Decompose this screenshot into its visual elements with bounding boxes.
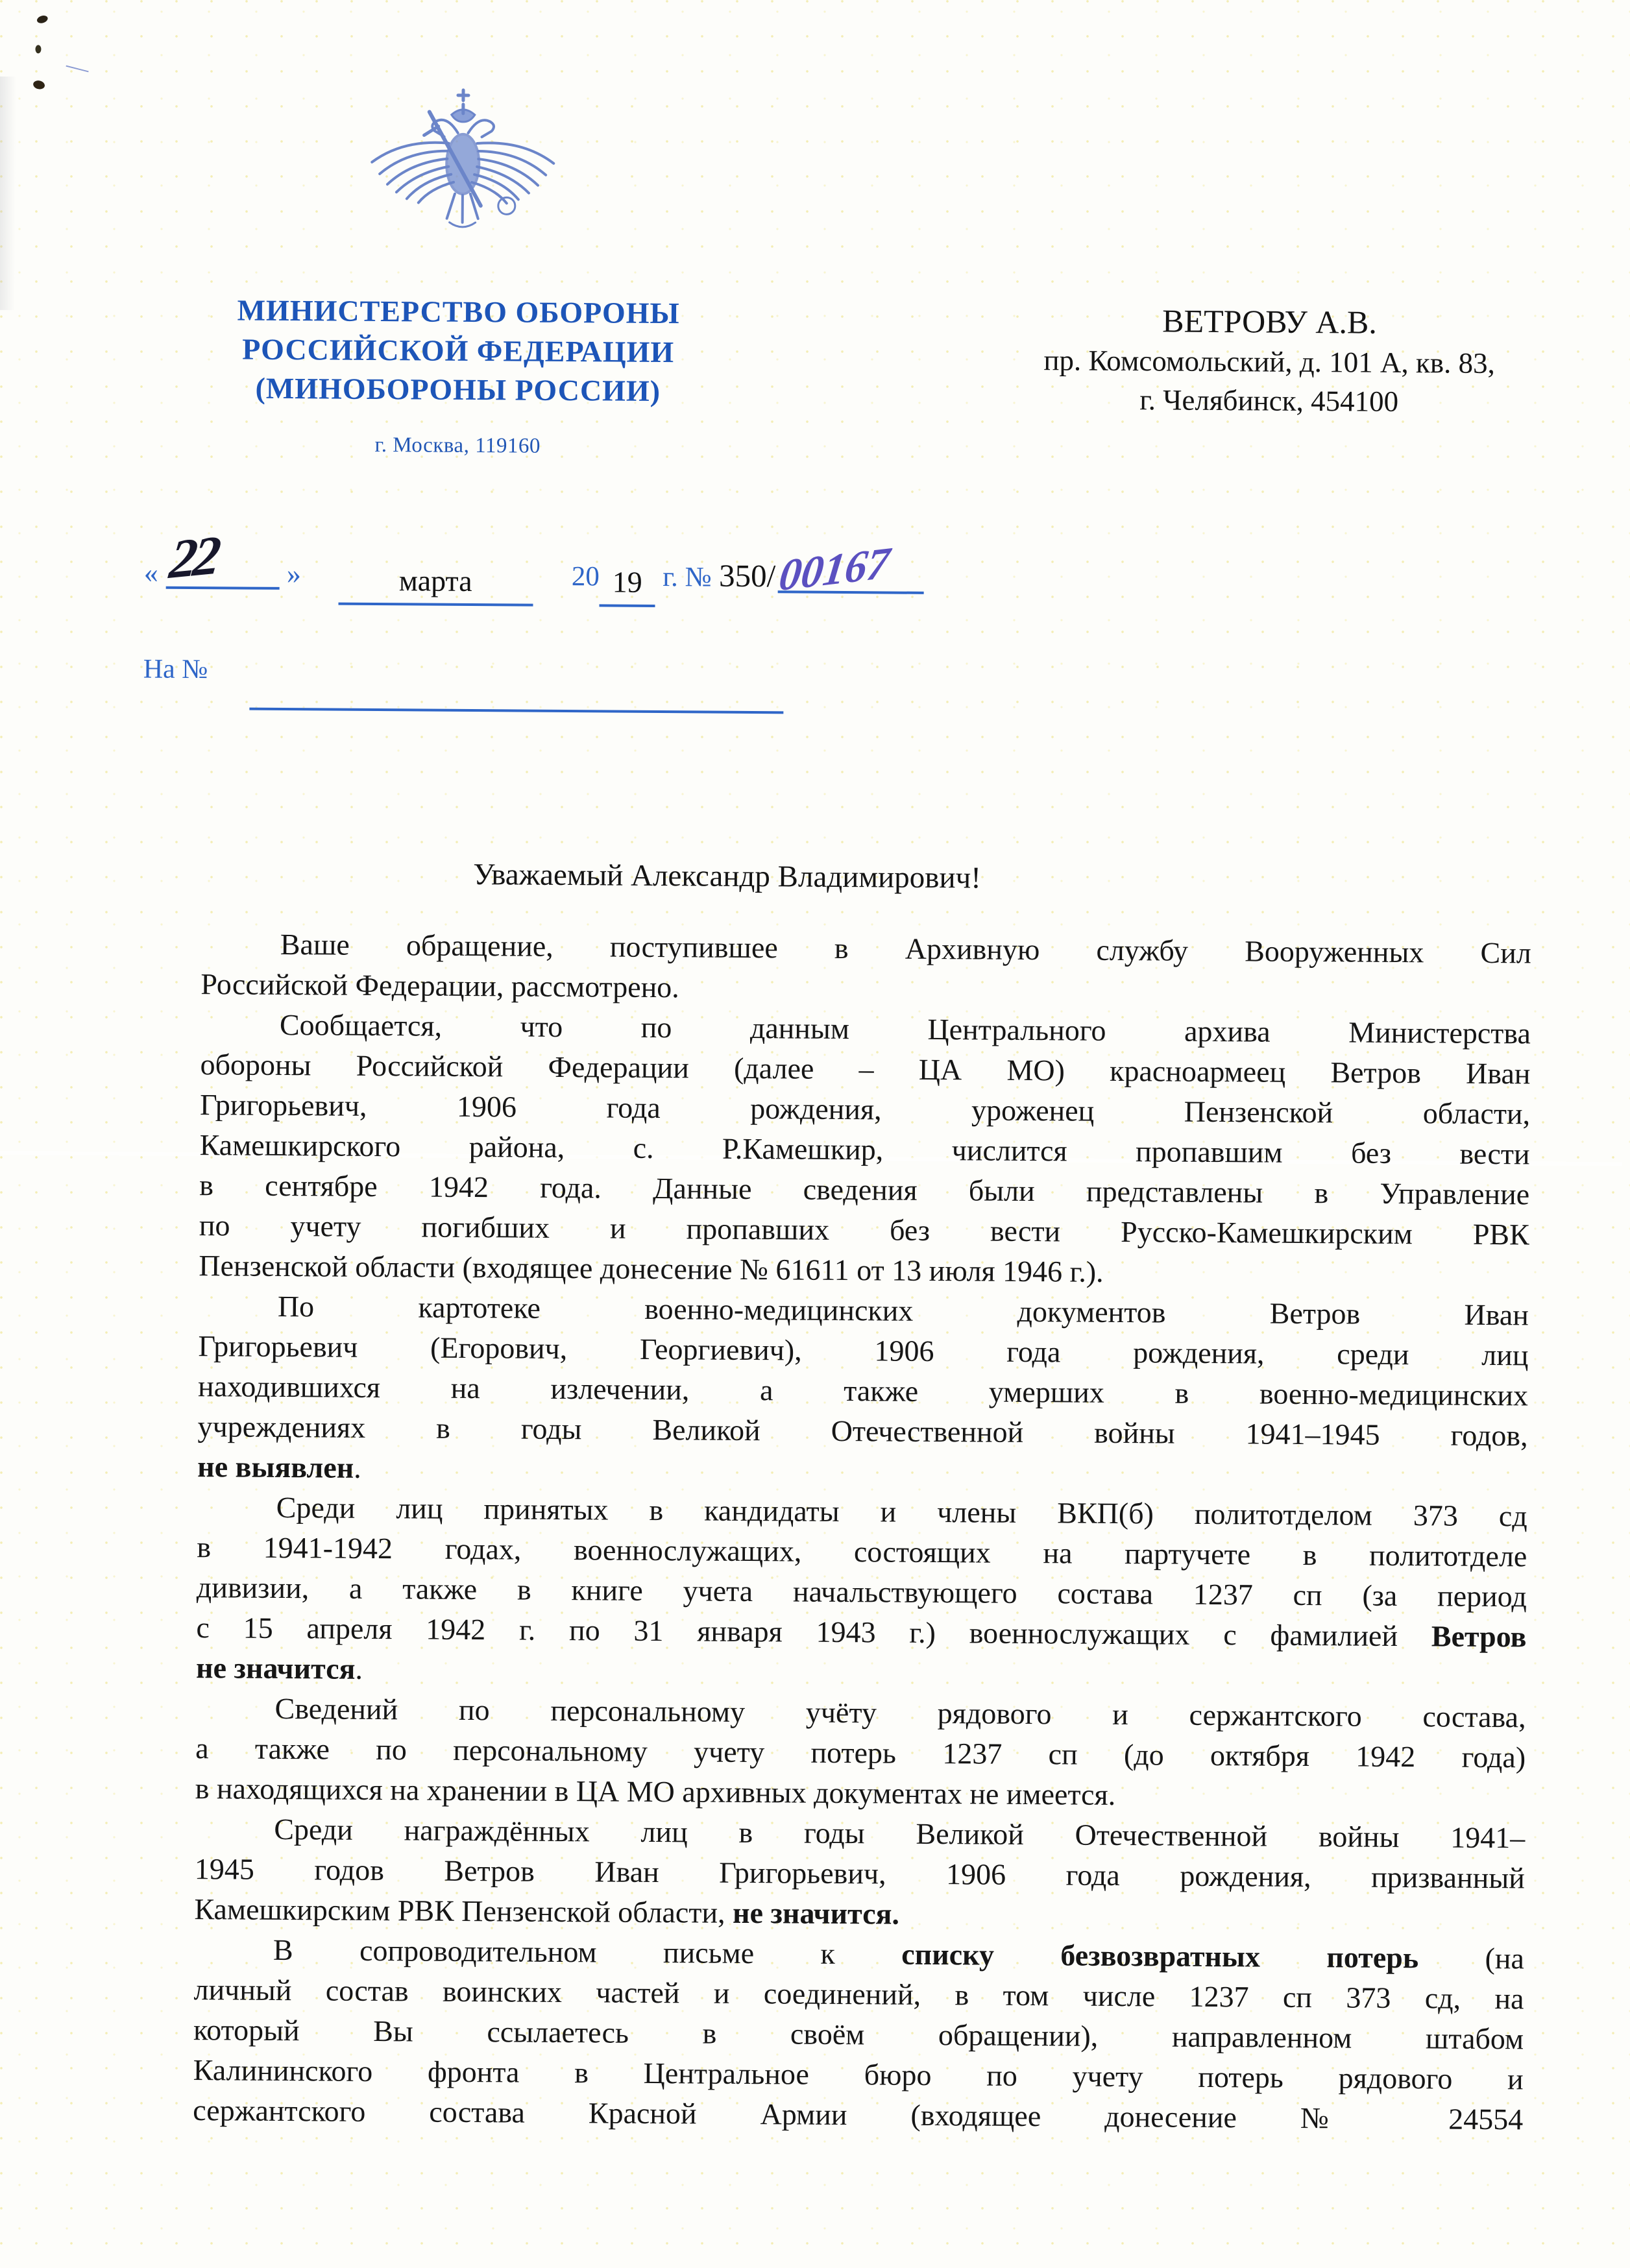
body-line: не значится. [195,1651,363,1685]
body-line: Пензенской области (входящее донесение № 61611 от 13 июля 1946 г.). [199,1249,1104,1288]
handwritten-number: 00167 [776,537,893,601]
recipient-name: ВЕТРОВУ А.В. [1162,302,1378,341]
outgoing-number-field [776,537,924,601]
ink-speck [36,14,49,25]
body-line: обороны Российской Федерации (далее – ЦА МО) красноармеец Ветров Иван [200,1048,1531,1091]
mod-double-eagle-emblem-icon [352,78,574,274]
recipient-address: пр. Комсомольский, д. 101 А, кв. 83, [1043,344,1496,380]
body-line: по учету погибших и пропавших без вести Русско-Камешкирским РВК [199,1209,1529,1251]
date-number-line [143,524,1118,610]
year-field: 19 [599,564,655,607]
quote-open: « [143,557,159,589]
ink-stroke-artifact [64,66,89,82]
year-suffix-number-sign: г. № [663,562,712,593]
recipient-city: г. Челябинск, 454100 [1139,383,1399,418]
body-line: 1945 годов Ветров Иван Григорьевич, 1906 года рождения, призванный [194,1852,1526,1895]
body-line: учреждениях в годы Великой Отечественной войны 1941–1945 годов, [197,1410,1528,1453]
sender-line-3: (МИНОБОРОНЫ РОССИИ) [255,371,661,408]
body-line: Камешкирского района, с. Р.Камешкир, числится пропавшим без вести [199,1128,1530,1171]
body-line: Сообщается, что по данным Центрального архива Министерства [279,1007,1531,1050]
reference-line [143,653,208,685]
body-line: дивизии, а также в книге учета начальствующего состава 1237 сп (за период [196,1571,1527,1613]
body-line: находившихся на излечении, а также умерших в военно-медицинских [197,1369,1529,1412]
reference-underline [249,708,783,714]
body-line: Ваше обращение, поступившее в Архивную службу Вооруженных Сил [280,927,1531,970]
ink-speck [35,45,41,53]
handwritten-day: 22 [166,524,220,591]
body-line: Камешкирским РВК Пензенской области, не значится. [194,1892,900,1931]
body-line: с 15 апреля 1942 г. по 31 января 1943 г.) военнослужащих с фамилией Ветров [196,1611,1527,1654]
body-line: личный состав воинских частей и соединений, в том числе 1237 сп 373 сд, на [193,1973,1524,2016]
sender-line-2: РОССИЙСКОЙ ФЕДЕРАЦИИ [242,332,675,369]
body-line: а также по персональному учету потерь 1237 сп (до октября 1942 года) [195,1731,1526,1774]
body-line: не выявлен. [197,1450,361,1484]
ink-speck [32,80,45,91]
body-line: сержантского состава Красной Армии (входящее донесение № 24554 [193,2093,1524,2136]
reference-label: На № [143,654,208,685]
body-line: в 1941-1942 годах, военнослужащих, состоящих на партучете в политотделе [197,1530,1527,1573]
day-field [165,524,279,591]
scan-edge-shadow [0,77,16,310]
body-line: Григорьевич (Егорович, Георгиевич), 1906 года рождения, среди лиц [198,1329,1529,1372]
month-field: марта [338,563,533,607]
recipient-block [951,298,1588,422]
sender-letterhead [159,291,757,467]
sender-city: г. Москва, 119160 [374,433,541,458]
body-line: который Вы ссылаетесь в своём обращении), направленном штабом [193,2013,1524,2056]
body-line: в сентябре 1942 года. Данные сведения были представлены в Управление [199,1168,1530,1211]
letter-body [193,924,1531,2140]
sender-line-1: МИНИСТЕРСТВО ОБОРОНЫ [237,293,680,330]
body-line: Григорьевич, 1906 года рождения, уроженец Пензенской области, [199,1088,1531,1131]
body-line: в находящихся на хранении в ЦА МО архивных документах не имеется. [195,1772,1116,1811]
quote-close: » [286,558,301,590]
outgoing-number-printed: 350/ [718,557,776,594]
body-line: Сведений по персональному учёту рядового и сержантского состава, [274,1691,1526,1734]
year-century: 20 [571,561,600,592]
body-line: Среди лиц принятых в кандидаты и члены ВКП(б) политотделом 373 сд [276,1490,1527,1533]
body-line: Калининского фронта в Центральное бюро по учету потерь рядового и [193,2053,1524,2096]
body-line: Среди награждённых лиц в годы Великой Отечественной войны 1941– [274,1812,1526,1855]
body-line: Российской Федерации, рассмотрено. [201,967,679,1004]
salutation: Уважаемый Александр Владимирович! [473,858,982,895]
body-line: По картотеке военно-медицинских документов Ветров Иван [277,1289,1529,1332]
body-line: В сопроводительном письме к списку безвозвратных потерь (на [273,1933,1525,1975]
